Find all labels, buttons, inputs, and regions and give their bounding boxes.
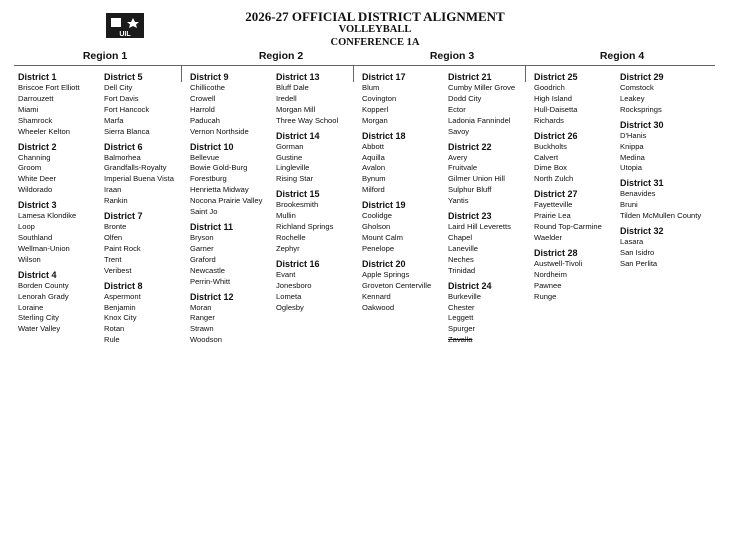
district-heading: District 6 — [104, 141, 143, 152]
school-name: Fort Davis — [104, 93, 139, 103]
district-block — [18, 72, 108, 138]
school-name: Lometa — [276, 291, 302, 301]
school-name: Rule — [104, 335, 120, 345]
school-name: Ranger — [190, 313, 215, 323]
school-name: Morgan — [362, 115, 388, 125]
school-name: Saint Jo — [190, 207, 218, 217]
school-name: Forestburg — [190, 174, 227, 184]
district-heading: District 32 — [620, 226, 664, 237]
school-name: Borden County — [18, 280, 69, 290]
school-name: Nordheim — [534, 269, 567, 279]
district-column-7 — [534, 72, 624, 307]
district-block — [276, 259, 366, 314]
school-name: Cumby Miller Grove — [448, 83, 516, 92]
district-heading: District 21 — [448, 72, 492, 82]
district-block — [362, 259, 452, 314]
district-column-3 — [190, 72, 280, 350]
district-heading: District 20 — [362, 258, 406, 269]
district-block — [448, 281, 538, 347]
school-name: Bruni — [620, 200, 638, 210]
school-name: Fayetteville — [534, 200, 573, 210]
school-name: Hull-Daisetta — [534, 104, 578, 114]
school-name: Chillicothe — [190, 83, 226, 92]
school-name: Ladonia Fannindel — [448, 115, 511, 125]
school-name: Crowell — [190, 93, 216, 103]
district-heading: District 15 — [276, 189, 320, 200]
district-heading: District 31 — [620, 178, 664, 189]
district-block — [104, 211, 194, 277]
district-block — [534, 131, 624, 186]
school-name: Aspermont — [104, 291, 141, 301]
region-3-heading: Region 3 — [429, 50, 475, 62]
school-name: Ector — [448, 104, 466, 114]
school-name: Knippa — [620, 141, 644, 151]
district-heading: District 22 — [448, 141, 492, 152]
school-name: Newcastle — [190, 265, 226, 275]
school-name: Knox City — [104, 313, 137, 323]
school-name: Waelder — [534, 232, 562, 242]
school-name: Austwell-Tivoli — [534, 258, 583, 268]
school-name: Briscoe Fort Elliott — [18, 83, 80, 92]
district-block — [190, 292, 280, 347]
school-name: Benjamin — [104, 302, 136, 312]
district-column-4 — [276, 72, 366, 317]
district-block — [104, 142, 194, 208]
district-heading: District 12 — [190, 291, 234, 302]
school-name: Iraan — [104, 185, 122, 195]
school-name: Groom — [18, 163, 42, 173]
school-name: Graford — [190, 254, 216, 264]
school-name: Zephyr — [276, 243, 300, 253]
school-name: Milford — [362, 185, 385, 195]
school-name: Water Valley — [18, 324, 61, 334]
school-name: Vernon Northside — [190, 126, 249, 136]
district-block — [448, 142, 538, 208]
district-block — [18, 142, 108, 197]
school-name: Leakey — [620, 93, 645, 103]
district-heading: District 3 — [18, 200, 57, 211]
district-block — [448, 72, 538, 138]
district-heading: District 4 — [18, 269, 57, 280]
school-name: Mount Calm — [362, 232, 403, 242]
school-name: Richards — [534, 115, 564, 125]
school-name: Paint Rock — [104, 243, 141, 253]
district-heading: District 13 — [276, 72, 320, 82]
school-name: Balmorhea — [104, 152, 141, 162]
school-name: Shamrock — [18, 115, 53, 125]
school-name: Wheeler Kelton — [18, 126, 70, 136]
school-name: Paducah — [190, 115, 220, 125]
school-name: Dell City — [104, 83, 133, 92]
school-name: Olfen — [104, 232, 123, 242]
school-name: Darrouzett — [18, 93, 54, 103]
district-block — [448, 211, 538, 277]
school-name: Bellevue — [190, 152, 220, 162]
school-name: Wilson — [18, 254, 41, 264]
school-name: Neches — [448, 254, 474, 264]
district-heading: District 17 — [362, 72, 406, 82]
school-name: Channing — [18, 152, 51, 162]
school-name: Rochelle — [276, 232, 306, 242]
school-name: Kopperl — [362, 104, 389, 114]
district-heading: District 23 — [448, 211, 492, 222]
school-name: D'Hanis — [620, 130, 647, 140]
school-name: Trent — [104, 254, 122, 264]
district-column-8 — [620, 72, 710, 274]
district-heading: District 27 — [534, 189, 578, 200]
school-name: San Perlita — [620, 258, 658, 268]
school-name: Gholson — [362, 222, 391, 232]
district-heading: District 25 — [534, 72, 578, 82]
district-block — [362, 200, 452, 255]
district-heading: District 9 — [190, 72, 229, 82]
school-name: Evant — [276, 269, 296, 279]
school-name: Sterling City — [18, 313, 59, 323]
school-name: Harrold — [190, 104, 215, 114]
district-block — [18, 200, 108, 266]
school-name: Tilden McMullen County — [620, 211, 702, 221]
school-name: Fruitvale — [448, 163, 478, 173]
school-name: Bryson — [190, 232, 214, 242]
page-title: 2026-27 OFFICIAL DISTRICT ALIGNMENT — [245, 9, 505, 24]
school-name: Rocksprings — [620, 104, 662, 114]
district-heading: District 8 — [104, 280, 143, 291]
school-name: Covington — [362, 93, 397, 103]
school-name: Aquilla — [362, 152, 385, 162]
school-name: North Zulch — [534, 174, 574, 184]
school-name: Lingleville — [276, 163, 310, 173]
school-name: Loop — [18, 222, 35, 232]
district-heading: District 30 — [620, 119, 664, 130]
school-name: Comstock — [620, 83, 654, 92]
school-name: Iredell — [276, 93, 297, 103]
district-block — [18, 270, 108, 336]
district-heading: District 7 — [104, 211, 143, 222]
school-name: Oakwood — [362, 302, 395, 312]
district-block — [104, 72, 194, 138]
district-heading: District 11 — [190, 221, 234, 232]
district-heading: District 24 — [448, 280, 492, 291]
district-column-6 — [448, 72, 538, 350]
school-name: High Island — [534, 93, 572, 103]
district-column-1 — [18, 72, 108, 339]
district-block — [190, 222, 280, 288]
school-name: Marfa — [104, 115, 124, 125]
school-name: Lamesa Klondike — [18, 211, 77, 221]
school-name: Zavalla — [448, 335, 473, 345]
school-name: Southland — [18, 232, 53, 242]
school-name: Richland Springs — [276, 222, 334, 232]
region-4-heading: Region 4 — [599, 50, 645, 62]
district-block — [276, 131, 366, 186]
school-name: Prairie Lea — [534, 211, 571, 221]
school-name: Bowie Gold-Burg — [190, 163, 248, 173]
region-1-heading: Region 1 — [82, 50, 128, 62]
school-name: Dime Box — [534, 163, 567, 173]
school-name: Avalon — [362, 163, 386, 173]
district-block — [276, 72, 366, 127]
school-name: Laneville — [448, 243, 478, 253]
school-name: Leggett — [448, 313, 474, 323]
district-block — [534, 248, 624, 303]
school-name: Rotan — [104, 324, 125, 334]
school-name: Round Top-Carmine — [534, 222, 602, 232]
school-name: Kennard — [362, 291, 391, 301]
school-name: Perrin-Whitt — [190, 276, 231, 286]
school-name: Buckholts — [534, 141, 567, 151]
district-heading: District 18 — [362, 130, 406, 141]
header-divider — [14, 65, 715, 66]
district-block — [276, 189, 366, 255]
district-heading: District 2 — [18, 141, 57, 152]
school-name: Utopia — [620, 163, 642, 173]
school-name: Goodrich — [534, 83, 565, 92]
school-name: Loraine — [18, 302, 44, 312]
district-block — [190, 72, 280, 138]
school-name: Morgan Mill — [276, 104, 316, 114]
school-name: Jonesboro — [276, 280, 312, 290]
school-name: Veribest — [104, 265, 132, 275]
district-column-2 — [104, 72, 194, 350]
school-name: Savoy — [448, 126, 470, 136]
district-block — [534, 72, 624, 127]
school-name: Avery — [448, 152, 468, 162]
school-name: Oglesby — [276, 302, 304, 312]
school-name: Wellman-Union — [18, 243, 70, 253]
school-name: Gorman — [276, 141, 304, 151]
district-heading: District 5 — [104, 72, 143, 82]
school-name: Coolidge — [362, 211, 392, 221]
district-block — [534, 189, 624, 244]
school-name: Lasara — [620, 237, 644, 247]
school-name: Bronte — [104, 222, 127, 232]
school-name: Apple Springs — [362, 269, 410, 279]
school-name: Grandfalls-Royalty — [104, 163, 167, 173]
conference-subtitle: CONFERENCE 1A — [330, 37, 420, 48]
school-name: White Deer — [18, 174, 56, 184]
school-name: Brookesmith — [276, 200, 319, 210]
district-heading: District 16 — [276, 258, 320, 269]
school-name: Spurger — [448, 324, 476, 334]
district-block — [620, 178, 710, 222]
school-name: Mullin — [276, 211, 296, 221]
school-name: Strawn — [190, 324, 214, 334]
school-name: Trinidad — [448, 265, 476, 275]
school-name: Woodson — [190, 335, 222, 345]
school-name: Medina — [620, 152, 645, 162]
school-name: Laird Hill Leveretts — [448, 222, 511, 232]
svg-text:UIL: UIL — [119, 31, 131, 38]
district-block — [190, 142, 280, 218]
school-name: Groveton Centerville — [362, 280, 432, 290]
district-heading: District 28 — [534, 247, 578, 258]
school-name: Wildorado — [18, 185, 53, 195]
school-name: Gilmer Union Hill — [448, 174, 505, 184]
district-heading: District 1 — [18, 72, 57, 82]
district-block — [362, 72, 452, 127]
school-name: Gustine — [276, 152, 303, 162]
school-name: Abbott — [362, 141, 384, 151]
school-name: Imperial Buena Vista — [104, 174, 174, 184]
school-name: Three Way School — [276, 115, 339, 125]
school-name: Yantis — [448, 196, 469, 206]
school-name: Chapel — [448, 232, 473, 242]
school-name: Rising Star — [276, 174, 314, 184]
school-name: Burkeville — [448, 291, 481, 301]
school-name: Lenorah Grady — [18, 291, 69, 301]
district-block — [104, 281, 194, 347]
school-name: Henrietta Midway — [190, 185, 249, 195]
sport-subtitle: VOLLEYBALL — [338, 24, 412, 35]
school-name: Runge — [534, 291, 557, 301]
school-name: Penelope — [362, 243, 395, 253]
school-name: San Isidro — [620, 247, 655, 257]
district-heading: District 29 — [620, 72, 664, 82]
school-name: Miami — [18, 104, 39, 114]
school-name: Dodd City — [448, 93, 482, 103]
school-name: Rankin — [104, 196, 128, 206]
district-heading: District 19 — [362, 200, 406, 211]
region-2-heading: Region 2 — [258, 50, 304, 62]
district-block — [620, 226, 710, 270]
school-name: Nocona Prairie Valley — [190, 196, 263, 206]
school-name: Sulphur Bluff — [448, 185, 492, 195]
school-name: Chester — [448, 302, 475, 312]
district-heading: District 26 — [534, 130, 578, 141]
school-name: Garner — [190, 243, 214, 253]
district-block — [620, 72, 710, 116]
district-block — [620, 120, 710, 175]
school-name: Bynum — [362, 174, 386, 184]
school-name: Benavides — [620, 189, 656, 199]
school-name: Sierra Blanca — [104, 126, 150, 136]
school-name: Bluff Dale — [276, 83, 309, 92]
school-name: Pawnee — [534, 280, 562, 290]
district-block — [362, 131, 452, 197]
school-name: Moran — [190, 302, 212, 312]
district-heading: District 10 — [190, 141, 234, 152]
district-heading: District 14 — [276, 130, 320, 141]
school-name: Blum — [362, 83, 380, 92]
school-name: Fort Hancock — [104, 104, 150, 114]
school-name: Calvert — [534, 152, 559, 162]
district-column-5 — [362, 72, 452, 317]
